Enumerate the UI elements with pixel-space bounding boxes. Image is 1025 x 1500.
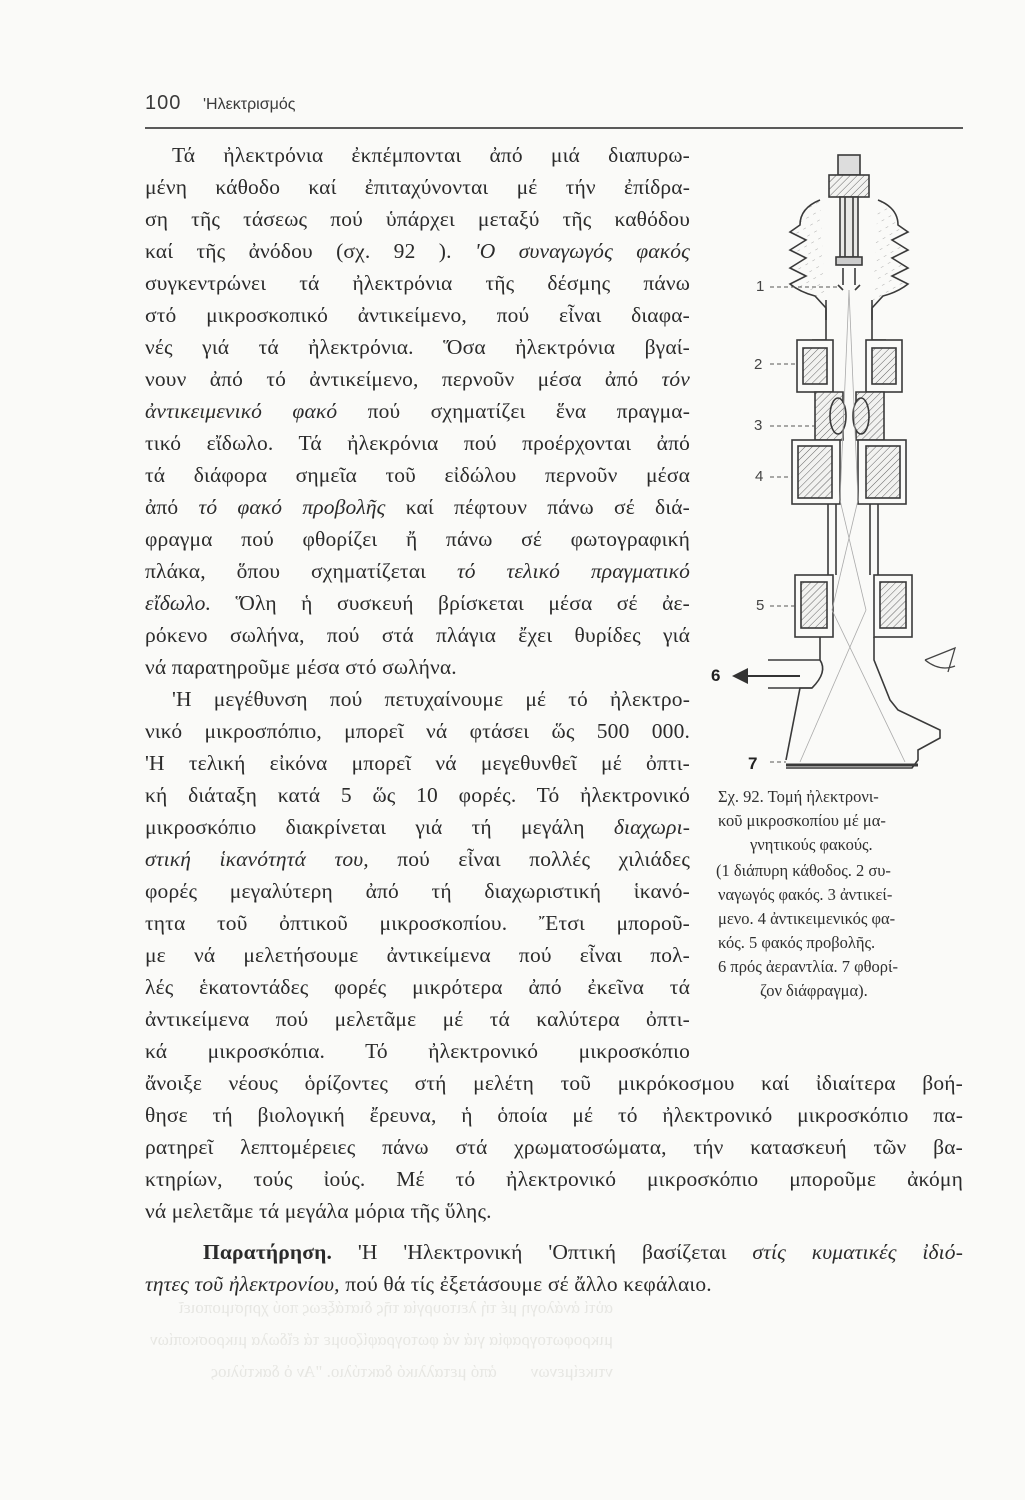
text-line: στό μικροσκοπικό ἀντικείμενο, πού εἶναι διαφα- — [145, 303, 690, 327]
note-label: Παρατήρηση. — [203, 1240, 332, 1264]
text-line — [145, 559, 690, 584]
caption-line: (1 διάπυρη κάθοδος. 2 συ- — [716, 861, 891, 880]
term-italic: εἴδωλο. — [145, 591, 212, 615]
text-run: πλάκα, ὅπου σχηματίζεται — [145, 559, 457, 583]
running-title: 'Ηλεκτρισμός — [203, 96, 296, 113]
figure-label-6: 6 — [711, 666, 721, 685]
text-line: φραγμα πού φθορίζει ἤ πάνω σέ φωτογραφική — [145, 527, 690, 551]
text-line: νά μελετᾶμε τά μεγάλα μόρια τῆς ὕλης. — [145, 1199, 492, 1223]
text-line — [145, 591, 690, 616]
header-rule — [145, 127, 963, 129]
caption-line: 6 πρός ἀεραντλία. 7 φθορί- — [718, 957, 898, 976]
text-line: τά διάφορα σημεῖα τοῦ εἰδώλου περνοῦν μέσα — [145, 463, 690, 487]
text-line: νά παρατηροῦμε μέσα στό σωλήνα. — [145, 655, 457, 679]
text-line: κά μικροσκόπια. Τό ἠλεκτρονικό μικροσκόπιο — [145, 1039, 690, 1063]
text-run: νουν ἀπό τό ἀντικείμενο, περνοῦν μέσα ἀπό — [145, 367, 662, 391]
text-run: καί πέφτουν πάνω σέ διά- — [385, 495, 690, 519]
text-line — [145, 399, 690, 424]
text-line: κτηρίων, τούς ἰούς. Μέ τό ἠλεκτρονικό μικροσκόπιο μποροῦμε ἀκόμη — [145, 1167, 963, 1191]
text-run: πού θά τίς ἐξετάσουμε σέ ἄλλο κεφάλαιο. — [339, 1272, 712, 1296]
text-line: ρατηρεῖ λεπτομέρειες πάνω στά χρωματοσώματα, τήν κατασκευή τῶν βα- — [145, 1135, 963, 1159]
term-italic: ἀντικειμενικό φακό — [145, 399, 338, 423]
text-line: λές ἑκατοντάδες φορές μικρότερα ἀπό ἐκεῖνα τά — [145, 975, 690, 999]
term-italic: στική ἱκανότητά του, — [145, 847, 369, 871]
text-line: ἄνοιξε νέους ὁρίζοντες στή μελέτη τοῦ μικρόκοσμου καί ἰδιαίτερα βοή- — [145, 1071, 963, 1095]
figure-label-5: 5 — [756, 597, 765, 614]
text-run: μικροσκόπιο διακρίνεται γιά τή μεγάλη — [145, 815, 614, 839]
text-run: 'Η 'Ηλεκτρονική 'Οπτική βασίζεται — [332, 1240, 753, 1264]
text-line: Τά ἠλεκτρόνια ἐκπέμπονται ἀπό μιά διαπυρω- — [172, 143, 690, 167]
text-run: Ὅλη ἡ συσκευή βρίσκεται μέσα σέ ἀε- — [211, 591, 690, 615]
text-line — [145, 495, 690, 520]
text-line: μένη κάθοδο καί ἐπιταχύνονται μέ τήν ἐπίδρα- — [145, 175, 690, 199]
figure-label-4: 4 — [755, 468, 764, 485]
term-italic: τητες τοῦ ἠλεκτρονίου, — [145, 1272, 340, 1296]
text-run: ἀπό — [145, 495, 199, 519]
caption-line: ζον διάφραγμα). — [760, 981, 868, 1000]
term-italic: τό φακό προβολῆς — [198, 495, 386, 519]
page-header — [145, 88, 963, 128]
caption-line: Σχ. 92. Τομή ἠλεκτρονι- — [718, 787, 879, 806]
page-number: 100 — [145, 92, 182, 114]
caption-line: μενο. 4 ἀντικειμενικός φα- — [718, 909, 896, 928]
text-line: νές γιά τά ἠλεκτρόνια. Ὅσα ἠλεκτρόνια βγαί- — [145, 335, 690, 359]
figure-label-2: 2 — [754, 356, 763, 373]
text-line: με νά μελετήσουμε ἀντικείμενα πού εἶναι πολ- — [145, 943, 690, 967]
text-line: 'Η τελική εἰκόνα μπορεῖ νά μεγεθυνθεῖ μέ ὀπτι- — [145, 751, 690, 775]
figure-label-1: 1 — [756, 278, 765, 295]
text-line: συγκεντρώνει τά ἠλεκτρόνια τῆς δέσμης πάνω — [145, 271, 690, 295]
text-line: ση τῆς τάσεως πού ὑπάρχει μεταξύ τῆς καθόδου — [145, 207, 690, 231]
figure-label-7: 7 — [748, 754, 758, 773]
text-line — [145, 367, 690, 392]
term-italic: τόν — [661, 367, 690, 391]
caption-line: κοῦ μικροσκοπίου μέ μα- — [718, 811, 886, 830]
term-italic: διαχωρι- — [613, 815, 690, 839]
text-run: πού σχηματίζει ἕνα πραγμα- — [337, 399, 690, 423]
text-line: ἀντικείμενα πού μελετᾶμε μέ τά καλύτερα ὀπτι- — [145, 1007, 690, 1031]
figure-label-3: 3 — [754, 417, 763, 434]
electron-microscope-diagram — [700, 140, 990, 780]
text-line: θησε τή βιολογική ἔρευνα, ἡ ὁποία μέ τό ἠλεκτρονικό μικροσκόπιο πα- — [145, 1103, 963, 1127]
text-line: ρόκενο σωλήνα, πού στά πλάγια ἔχει θυρίδες γιά — [145, 623, 690, 647]
term-italic: 'Ο συναγωγός φακός — [474, 239, 690, 263]
bleed-through-text: αὐτί ἀνάλογη μέ τή λειτουργία τῆς διατάξεως πού χρησιμοποιεῖ μικροφωτογραφία γιά νά φωτογραφίζουμε τά εἴδωλα μικροσκοπίων ντικείμενων ἀπό μεταλλικό δακτύλιο. "Αν ὁ δακτύλιος — [150, 1298, 613, 1381]
text-line — [203, 1240, 963, 1265]
term-italic: τό τελικό πραγματικό — [456, 559, 690, 583]
caption-line: ναγωγός φακός. 3 ἀντικεί- — [718, 885, 893, 904]
text-line — [145, 239, 690, 264]
text-line: τικό εἴδωλο. Τά ἠλεκρόνια πού προέρχονται ἀπό — [145, 431, 690, 455]
text-line: νικό μικροσπόπιο, μπορεῖ νά φτάσει ὥς 500 000. — [145, 719, 690, 743]
text-line: κή διάταξη κατά 5 ὥς 10 φορές. Τό ἠλεκτρονικό — [145, 783, 690, 807]
text-run: καί τῆς ἀνόδου (σχ. 92 ). — [145, 239, 475, 263]
text-line: φορές μεγαλύτερη ἀπό τή διαχωριστική ἱκανό- — [145, 879, 690, 903]
text-run: πού εἶναι πολλές χιλιάδες — [368, 847, 690, 871]
text-line — [145, 1272, 712, 1297]
text-line: τητα τοῦ ὀπτικοῦ μικροσκοπίου. Ἔτσι μποροῦ- — [145, 911, 690, 935]
caption-line: γνητικούς φακούς. — [750, 835, 873, 854]
text-line: 'Η μεγέθυνση πού πετυχαίνουμε μέ τό ἠλεκτρο- — [172, 687, 690, 711]
text-line — [145, 815, 690, 840]
term-italic: στίς κυματικές ἰδιό- — [752, 1240, 963, 1264]
text-line — [145, 847, 690, 872]
caption-line: κός. 5 φακός προβολῆς. — [718, 933, 876, 952]
